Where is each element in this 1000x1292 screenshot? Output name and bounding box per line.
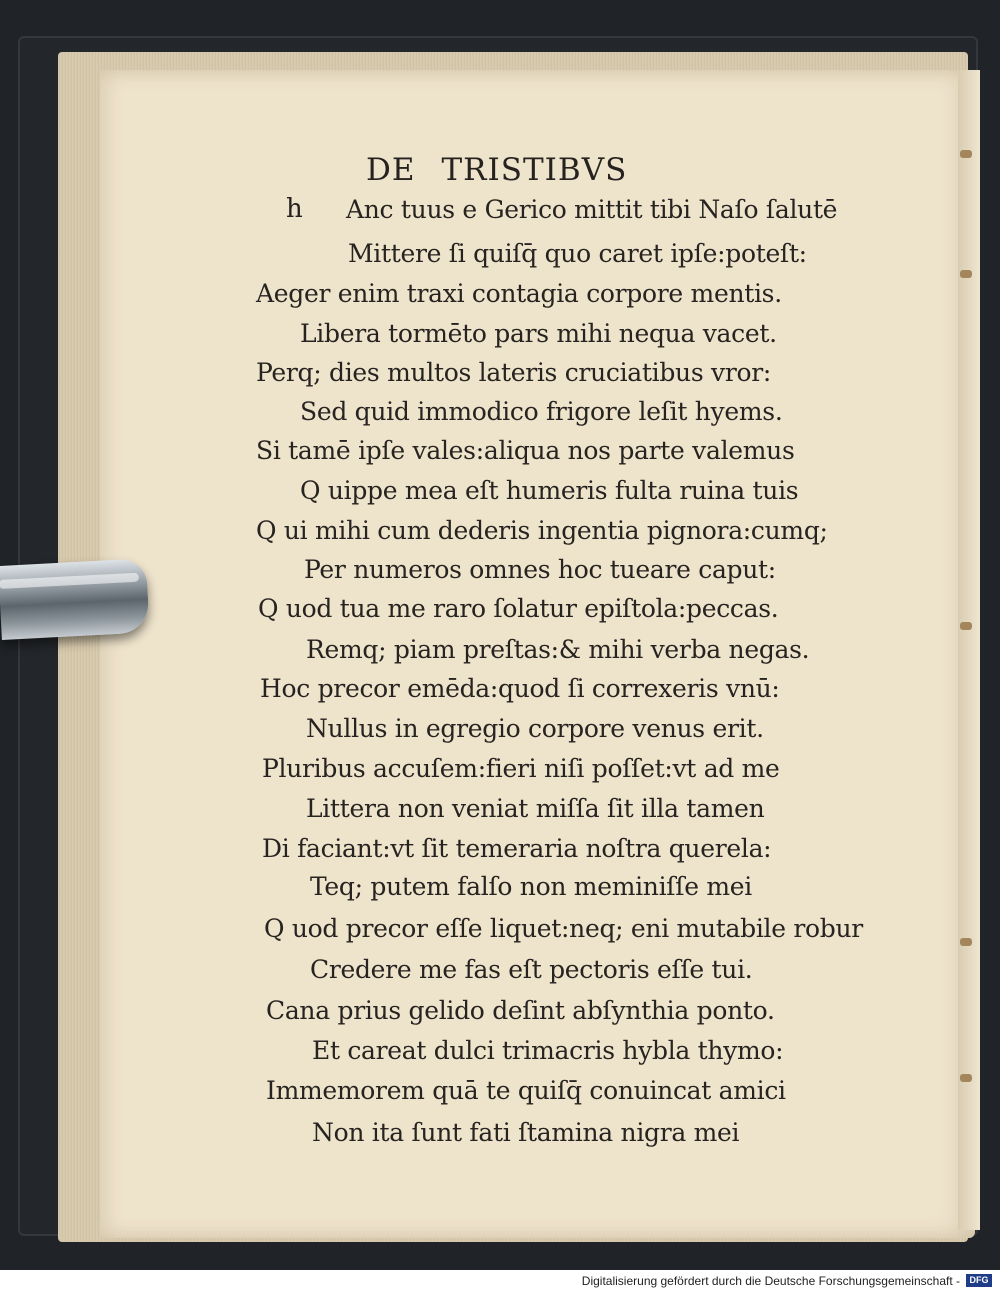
- verse-line: Littera non veniat miſſa ſit illa tamen: [306, 794, 765, 823]
- verse-line: Libera tormēto pars mihi nequa vacet.: [300, 319, 777, 348]
- binding-stitch: [960, 150, 972, 158]
- page-weight-rod: [0, 558, 150, 640]
- heading-tristibus: TRISTIBVS: [441, 152, 628, 188]
- verse-line: Q uod precor eſſe liquet:neq; eni mutabile robur: [264, 914, 863, 943]
- verse-line: Sed quid immodico frigore leſit hyems.: [300, 397, 783, 426]
- footer-bar: [0, 1270, 1000, 1292]
- verse-line: Remq; piam preſtas:& mihi verba negas.: [306, 635, 810, 664]
- binding-stitch: [960, 938, 972, 946]
- verse-line: Per numeros omnes hoc tueare caput:: [304, 555, 776, 584]
- verse-line: Q uod tua me raro ſolatur epiſtola:peccas.: [258, 594, 779, 623]
- verse-line: Credere me fas eſt pectoris eſſe tui.: [310, 955, 753, 984]
- verse-line: Cana prius gelido deſint abſynthia ponto.: [266, 996, 775, 1025]
- verse-line: Q uippe mea eſt humeris fulta ruina tuis: [300, 476, 799, 505]
- verse-line: Non ita ſunt fati ſtamina nigra mei: [312, 1118, 740, 1147]
- verse-line: Perq; dies multos lateris cruciatibus vror:: [256, 358, 772, 387]
- funding-credit: Digitalisierung gefördert durch die Deutsche Forschungsgemeinschaft -: [581, 1274, 960, 1288]
- heading-de: DE: [366, 152, 416, 188]
- verse-line: Q ui mihi cum dederis ingentia pignora:cumq;: [256, 516, 828, 545]
- verse-line: Teq; putem falſo non meminiſſe mei: [310, 872, 752, 901]
- guide-letter: h: [286, 194, 303, 224]
- binding-stitch: [960, 270, 972, 278]
- verse-line: Mittere ſi quiſq̄ quo caret ipſe:poteſt:: [348, 239, 807, 268]
- verse-line: Immemorem quā te quiſq̄ conuincat amici: [266, 1076, 786, 1105]
- verse-line: Aeger enim traxi contagia corpore mentis.: [256, 279, 782, 308]
- page-heading: [366, 152, 627, 188]
- verse-line: Anc tuus e Gerico mittit tibi Naſo ſalutē: [346, 195, 838, 224]
- verse-line: Hoc precor emēda:quod ſi correxeris vnū:: [260, 674, 780, 703]
- book-gutter: [958, 70, 980, 1230]
- binding-stitch: [960, 1074, 972, 1082]
- verse-line: Si tamē ipſe vales:aliqua nos parte valemus: [256, 436, 795, 465]
- verse-line: Di faciant:vt ſit temeraria noſtra querela:: [262, 834, 772, 863]
- verse-line: Et careat dulci trimacris hybla thymo:: [312, 1036, 784, 1065]
- verse-line: Nullus in egregio corpore venus erit.: [306, 714, 764, 743]
- binding-stitch: [960, 622, 972, 630]
- verse-line: Pluribus accuſem:fieri niſi poſſet:vt ad me: [262, 754, 780, 783]
- dfg-logo-icon: DFG: [966, 1274, 992, 1287]
